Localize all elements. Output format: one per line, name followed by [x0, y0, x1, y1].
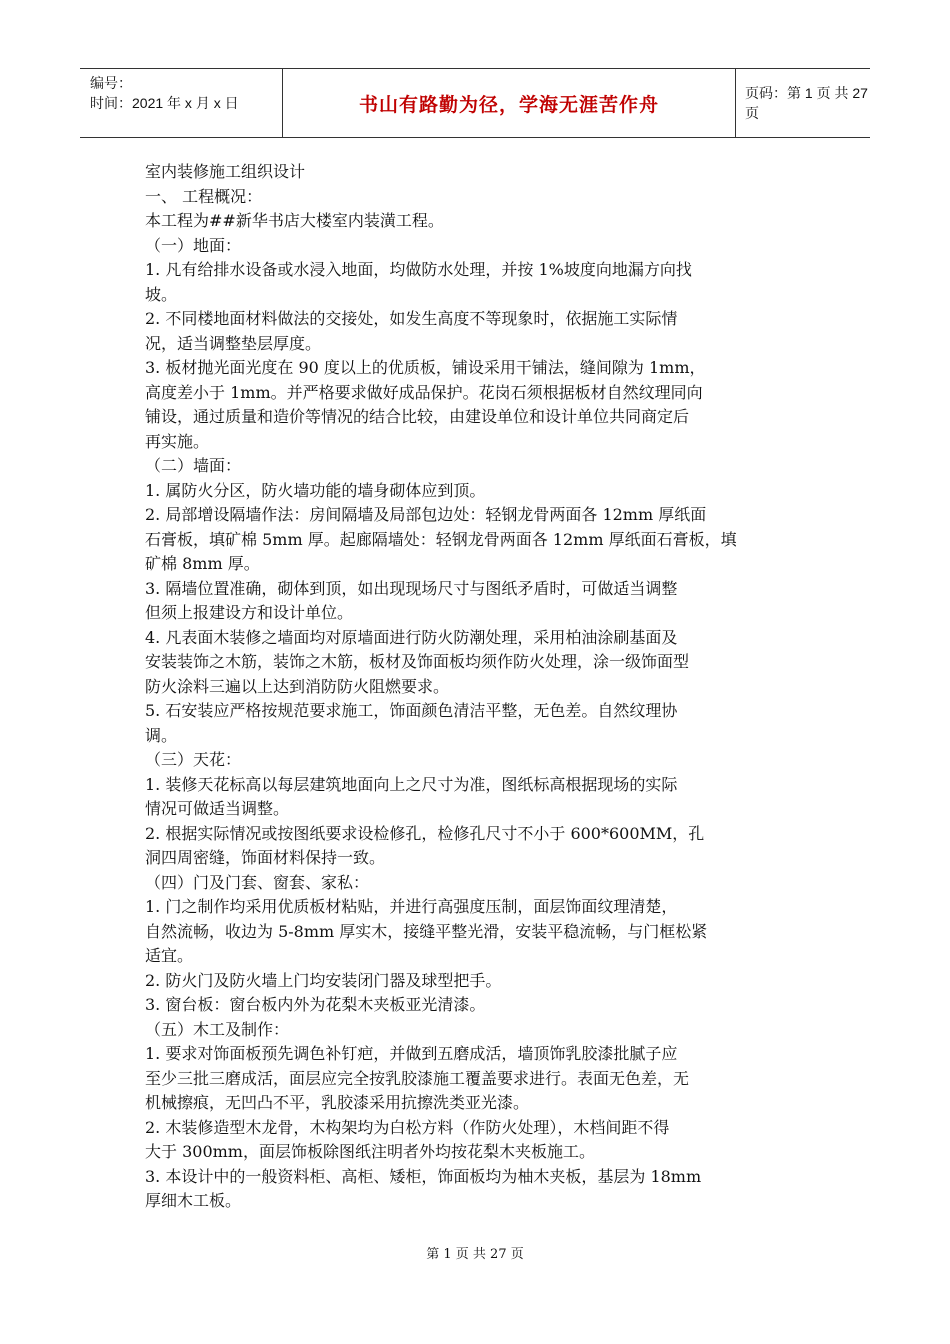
text-line: 1. 属防火分区，防火墙功能的墙身砌体应到顶。	[145, 480, 486, 500]
text-line: 调。	[145, 725, 178, 745]
text-line: 2. 局部增设隔墙作法：房间隔墙及局部包边处：轻钢龙骨两面各 12mm 厚纸面	[145, 505, 707, 524]
text-line: （一）地面：	[145, 235, 242, 255]
text-line: 洞四周密缝，饰面材料保持一致。	[145, 848, 386, 867]
text-line: （四）门及门套、窗套、家私：	[145, 872, 370, 892]
text-line: 1. 凡有给排水设备或水浸入地面，均做防水处理，并按 1%坡度向地漏方向找	[145, 260, 692, 279]
document-body	[145, 160, 810, 1214]
text-line: （二）墙面：	[145, 456, 242, 475]
text-line: 大于 300mm，面层饰板除图纸注明者外均按花梨木夹板施工。	[145, 1142, 595, 1161]
text-line: 情况可做适当调整。	[145, 799, 290, 818]
text-line: 至少三批三磨成活，面层应完全按乳胶漆施工覆盖要求进行。表面无色差，无	[145, 1068, 690, 1088]
text-line: 3. 隔墙位置准确，砌体到顶，如出现现场尺寸与图纸矛盾时，可做适当调整	[145, 578, 678, 598]
text-line: 2. 不同楼地面材料做法的交接处，如发生高度不等现象时，依据施工实际情	[145, 309, 678, 328]
text-line: 室内装修施工组织设计	[145, 162, 306, 181]
header-motto: 书山有路勤为径，学海无涯苦作舟	[282, 69, 736, 137]
text-line: 2. 木装修造型木龙骨，木构架均为白松方料（作防火处理），木档间距不得	[145, 1117, 670, 1137]
text-line: （五）木工及制作：	[145, 1019, 290, 1039]
header-page-info: 页码：第 1 页 共 27 页	[745, 85, 868, 121]
text-line: 1. 要求对饰面板预先调色补钉疤，并做到五磨成活，墙顶饰乳胶漆批腻子应	[145, 1044, 678, 1063]
text-line: （三）天花：	[145, 750, 242, 769]
text-line: 一、 工程概况：	[145, 186, 263, 206]
text-line: 再实施。	[145, 431, 210, 451]
page-header	[80, 68, 870, 138]
text-line: 2. 根据实际情况或按图纸要求设检修孔，检修孔尺寸不小于 600*600MM，孔	[145, 823, 705, 843]
document-number-label: 编号：	[90, 75, 132, 91]
text-line: 铺设，通过质量和造价等情况的结合比较，由建设单位和设计单位共同商定后	[145, 407, 690, 426]
text-line: 机械擦痕，无凹凸不平，乳胶漆采用抗擦洗类亚光漆。	[145, 1093, 530, 1112]
text-line: 3. 窗台板：窗台板内外为花梨木夹板亚光清漆。	[145, 995, 486, 1014]
document-date: 时间：2021 年 x 月 x 日	[90, 95, 239, 111]
text-line: 4. 凡表面木装修之墙面均对原墙面进行防火防潮处理，采用柏油涂刷基面及	[145, 627, 678, 647]
text-line: 3. 本设计中的一般资料柜、高柜、矮柜，饰面板均为柚木夹板，基层为 18mm	[145, 1166, 702, 1186]
text-line: 矿棉 8mm 厚。	[145, 554, 260, 573]
page-footer: 第 1 页 共 27 页	[426, 1247, 524, 1262]
text-line: 石膏板，填矿棉 5mm 厚。起廊隔墙处：轻钢龙骨两面各 12mm 厚纸面石膏板，填	[145, 529, 737, 549]
text-line: 适宜。	[145, 946, 194, 965]
text-line: 本工程为##新华书店大楼室内装潢工程。	[145, 211, 444, 230]
text-line: 坡。	[145, 284, 178, 304]
header-meta	[80, 69, 282, 137]
text-line: 厚细木工板。	[145, 1191, 242, 1210]
text-line: 自然流畅，收边为 5-8mm 厚实木，接缝平整光滑，安装平稳流畅，与门框松紧	[145, 921, 708, 941]
text-line: 1. 装修天花标高以每层建筑地面向上之尺寸为准，图纸标高根据现场的实际	[145, 774, 678, 794]
text-line: 但须上报建设方和设计单位。	[145, 603, 354, 622]
text-line: 安装装饰之木筋，装饰之木筋，板材及饰面板均须作防火处理，涂一级饰面型	[145, 652, 690, 671]
text-line: 防火涂料三遍以上达到消防防火阻燃要求。	[145, 676, 450, 696]
text-line: 5. 石安装应严格按规范要求施工，饰面颜色清洁平整，无色差。自然纹理协	[145, 701, 678, 720]
text-line: 3. 板材抛光面光度在 90 度以上的优质板，铺设采用干铺法，缝间隙为 1mm，	[145, 358, 706, 377]
text-line: 2. 防火门及防火墙上门均安装闭门器及球型把手。	[145, 970, 502, 990]
text-line: 况，适当调整垫层厚度。	[145, 333, 322, 353]
text-line: 高度差小于 1mm。并严格要求做好成品保护。花岗石须根据板材自然纹理同向	[145, 382, 703, 402]
text-line: 1. 门之制作均采用优质板材粘贴，并进行高强度压制，面层饰面纹理清楚，	[145, 897, 678, 916]
